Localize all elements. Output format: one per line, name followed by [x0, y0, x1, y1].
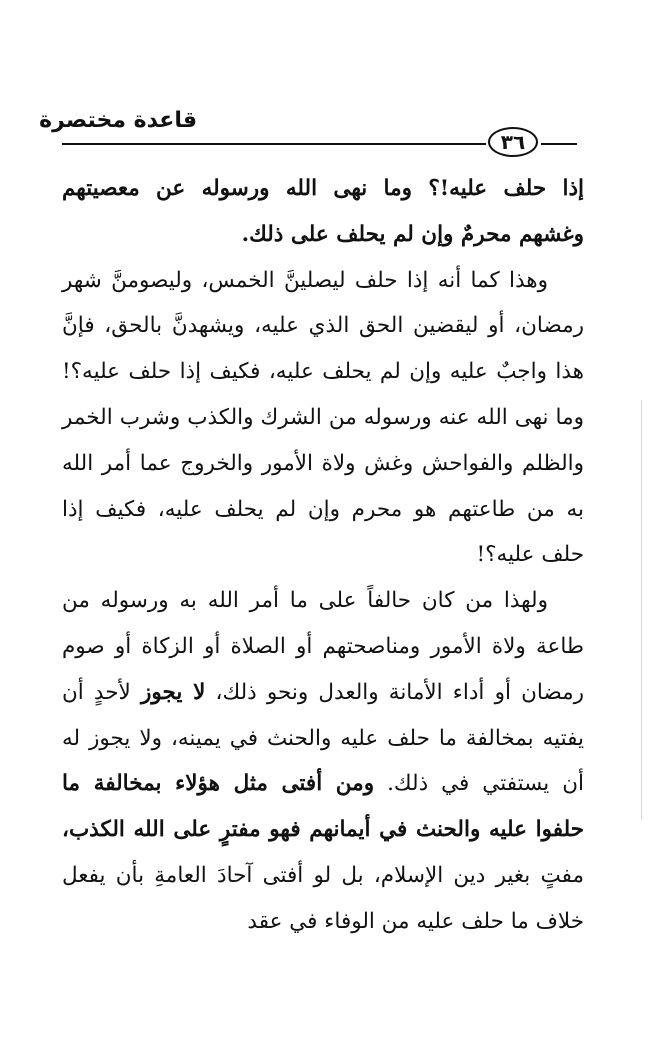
text-run: وهذا كما أنه إذا حلف ليصلينَّ الخمس، وليصومنَّ شهر رمضان، أو ليقضين الحق الذي عليه، ويشهدنَّ بالحق، فإنَّ هذا واجبٌ عليه وإن لم يحلف عليه، فكيف إذا حلف عليه؟! وما نهى الله عنه ورسوله من الشرك والكذب وشرب الخمر والظلم والفواحش وغش ولاة الأمور والخروج عما أمر الله به من طاعتهم هو محرم وإن لم يحلف عليه، فكيف إذا حلف عليه؟!: [62, 267, 584, 568]
paragraph-1: [62, 166, 584, 258]
page-number-badge: [488, 127, 538, 157]
page-edge-mark: [641, 400, 642, 820]
text-run-bold: لا يجوز: [140, 679, 206, 705]
paragraph-2: [62, 258, 584, 579]
header-rule-left: [62, 143, 486, 145]
text-run: مفتٍ بغير دين الإسلام، بل لو أفتى آحادَ العامةِ بأن يفعل خلاف ما حلف عليه من الوفاء في عقد: [62, 862, 584, 934]
body-text: [62, 166, 584, 945]
text-run: لأحدٍ أن يفتيه بمخالفة ما حلف عليه والحنث في يمينه، ولا يجوز له أن يستفتي في ذلك.: [62, 679, 584, 797]
text-run-bold: ومن أفتى مثل هؤلاء بمخالفة ما حلفوا عليه والحنث في أيمانهم فهو مفترٍ على الله الكذب،: [62, 771, 584, 843]
page-header: [0, 0, 649, 170]
text-run: إذا حلف عليه!؟ وما نهى الله ورسوله عن معصيتهم وغشهم محرمٌ وإن لم يحلف على ذلك.: [62, 176, 584, 247]
text-run: ولهذا من كان حالفاً على ما أمر الله به ورسوله من طاعة ولاة الأمور ومناصحتهم أو الصلاة أو الزكاة أو صوم رمضان أو أداء الأمانة والعدل ونحو ذلك،: [62, 588, 584, 705]
page-number: ٣٦: [500, 130, 526, 154]
header-rule-right: [541, 143, 577, 145]
paragraph-3: [62, 578, 584, 944]
running-title: قاعدة مختصرة: [39, 108, 197, 133]
